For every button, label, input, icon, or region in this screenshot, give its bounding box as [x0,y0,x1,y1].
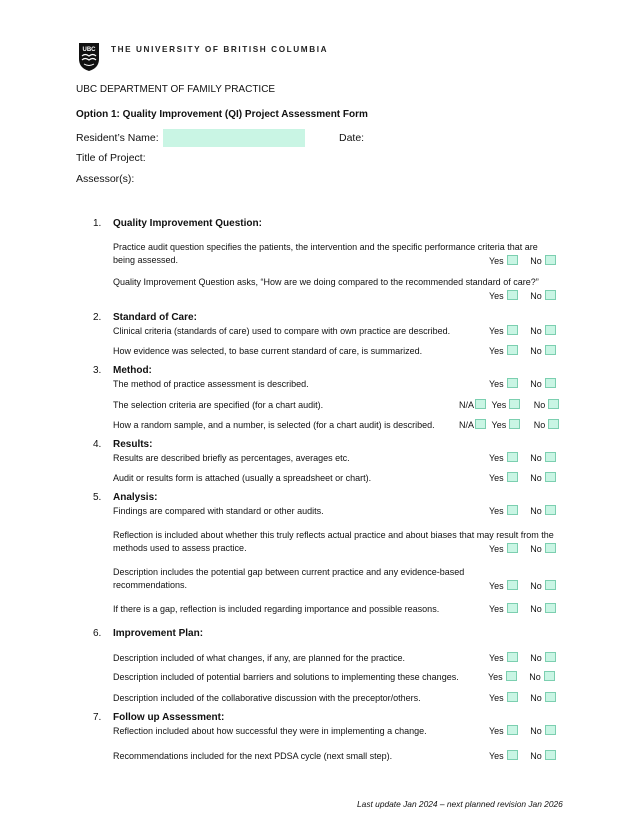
no-option[interactable] [530,725,556,736]
no-option[interactable] [530,255,556,266]
yes-checkbox[interactable] [507,652,518,662]
no-checkbox[interactable] [545,652,556,662]
section-title: Analysis: [113,492,158,503]
yes-no-group [489,725,556,736]
yes-no-group [489,452,556,463]
no-label: No [533,420,546,430]
criterion-text: Clinical criteria (standards of care) used to compare with own practice are described. [113,326,451,336]
no-label: No [533,400,546,410]
no-checkbox[interactable] [545,472,556,482]
yes-label: Yes [489,473,504,483]
yes-label: Yes [491,400,507,410]
na-option[interactable] [459,419,486,430]
criterion-text: How evidence was selected, to base current standard of care, is summarized. [113,346,423,356]
no-checkbox[interactable] [544,671,555,681]
yes-checkbox[interactable] [509,399,520,409]
yes-no-group [489,290,556,301]
yes-no-group [489,378,556,389]
criterion-text: Reflection included about how successful they were in implementing a change. [113,726,427,736]
yes-checkbox[interactable] [507,452,518,462]
no-option[interactable] [530,325,556,336]
section-number: 5. [93,492,102,503]
yes-label: Yes [491,420,507,430]
yes-checkbox[interactable] [507,345,518,355]
yes-option[interactable] [489,750,518,761]
no-option[interactable] [529,671,555,682]
yes-checkbox[interactable] [507,325,518,335]
na-yes-no-group [459,419,559,430]
no-checkbox[interactable] [545,692,556,702]
section-title: Follow up Assessment: [113,712,225,723]
section-title: Standard of Care: [113,312,197,323]
section-title: Method: [113,365,152,376]
no-label: No [530,346,542,356]
criterion-text: Description included of the collaborative discussion with the preceptor/others. [113,693,421,703]
no-option[interactable] [530,652,556,663]
yes-option[interactable] [489,725,518,736]
na-checkbox[interactable] [475,419,486,429]
yes-no-group [489,472,556,483]
na-label: N/A [459,400,475,410]
no-label: No [530,291,542,301]
na-label: N/A [459,420,475,430]
no-option[interactable] [530,580,556,591]
yes-label: Yes [489,581,504,591]
no-option[interactable] [530,378,556,389]
yes-checkbox[interactable] [507,543,518,553]
no-checkbox[interactable] [548,399,559,409]
no-label: No [529,672,541,682]
section-number: 1. [93,218,102,229]
yes-no-group [489,652,556,663]
no-checkbox[interactable] [545,290,556,300]
yes-label: Yes [489,256,504,266]
criterion-text: How a random sample, and a number, is selected (for a chart audit) is described. [113,420,435,430]
no-checkbox[interactable] [545,725,556,735]
yes-label: Yes [489,506,504,516]
criterion-text: Recommendations included for the next PDSA cycle (next small step). [113,751,393,761]
no-option[interactable] [534,419,560,430]
date-label: Date: [339,132,365,144]
criterion-text: Audit or results form is attached (usually a spreadsheet or chart). [113,473,372,483]
university-name: THE UNIVERSITY OF BRITISH COLUMBIA [111,45,329,54]
yes-label: Yes [489,326,504,336]
criterion-text: Description includes the potential gap between current practice and any evidence-based recommendations. [113,567,465,590]
department-name: UBC DEPARTMENT OF FAMILY PRACTICE [76,84,276,95]
section-title: Improvement Plan: [113,628,204,639]
criterion-text: Quality Improvement Question asks, “How are we doing compared to the recommended standard of care?” [113,277,539,287]
section-title: Quality Improvement Question: [113,218,262,229]
yes-checkbox[interactable] [507,692,518,702]
criterion-text: Practice audit question specifies the patients, the intervention and the specific performance criteria that are being assessed. [113,242,538,265]
yes-label: Yes [489,653,504,663]
no-label: No [530,604,542,614]
yes-checkbox[interactable] [506,671,517,681]
no-label: No [530,326,542,336]
yes-option[interactable] [489,505,518,516]
na-option[interactable] [459,399,486,410]
criterion-text: Reflection is included about whether this truly reflects actual practice and about biases that may result from the methods used to assess practice. [113,530,554,553]
yes-checkbox[interactable] [507,580,518,590]
no-label: No [530,581,542,591]
yes-option[interactable] [489,652,518,663]
yes-no-group [489,345,556,356]
yes-checkbox[interactable] [507,472,518,482]
criterion-text: The method of practice assessment is described. [113,379,309,389]
yes-option[interactable] [489,543,518,554]
section-number: 4. [93,439,102,450]
yes-option[interactable] [489,345,518,356]
no-option[interactable] [530,543,556,554]
project-title-label: Title of Project: [76,152,146,164]
no-label: No [530,379,542,389]
section-number: 6. [93,628,102,639]
criterion-text: Description included of what changes, if any, are planned for the practice. [113,653,406,663]
yes-label: Yes [489,291,504,301]
yes-no-group [489,692,556,703]
no-label: No [530,256,542,266]
yes-checkbox[interactable] [507,378,518,388]
yes-no-group [489,505,556,516]
no-label: No [530,653,542,663]
no-option[interactable] [534,399,560,410]
yes-option[interactable] [489,603,518,614]
no-option[interactable] [530,692,556,703]
yes-option[interactable] [489,692,518,703]
assessor-label: Assessor(s): [76,173,135,185]
yes-option[interactable] [489,290,518,301]
form-title: Option 1: Quality Improvement (QI) Project Assessment Form [76,109,368,120]
yes-no-group [489,543,556,554]
criterion-text: Description included of potential barriers and solutions to implementing these changes. [113,672,459,682]
yes-no-group [489,255,556,266]
no-checkbox[interactable] [545,580,556,590]
yes-no-group [489,325,556,336]
yes-option[interactable] [492,399,521,410]
yes-label: Yes [489,379,504,389]
yes-label: Yes [489,604,504,614]
yes-no-group [489,603,556,614]
yes-label: Yes [489,726,504,736]
yes-option[interactable] [489,255,518,266]
logo-text: UBC [82,47,96,53]
no-label: No [530,693,542,703]
yes-checkbox[interactable] [507,505,518,515]
criterion-text: If there is a gap, reflection is included regarding importance and possible reasons. [113,604,440,614]
no-label: No [530,751,542,761]
yes-no-group [488,671,555,682]
no-label: No [530,473,542,483]
no-checkbox[interactable] [548,419,559,429]
no-label: No [530,726,542,736]
no-option[interactable] [530,345,556,356]
yes-label: Yes [489,453,504,463]
no-checkbox[interactable] [545,325,556,335]
no-checkbox[interactable] [545,378,556,388]
no-checkbox[interactable] [545,452,556,462]
no-option[interactable] [530,290,556,301]
footer-revision-note: Last update Jan 2024 – next planned revision Jan 2026 [357,799,563,809]
yes-option[interactable] [489,580,518,591]
yes-checkbox[interactable] [507,725,518,735]
no-option[interactable] [530,505,556,516]
na-checkbox[interactable] [475,399,486,409]
yes-no-group [489,750,556,761]
resident-name-input[interactable] [163,129,305,147]
no-checkbox[interactable] [545,505,556,515]
yes-option[interactable] [488,671,517,682]
section-number: 7. [93,712,102,723]
no-option[interactable] [530,472,556,483]
na-yes-no-group [459,399,559,410]
ubc-crest-logo [78,42,100,72]
no-checkbox[interactable] [545,603,556,613]
no-label: No [530,544,542,554]
section-number: 2. [93,312,102,323]
no-checkbox[interactable] [545,543,556,553]
yes-label: Yes [488,672,503,682]
no-option[interactable] [530,452,556,463]
yes-option[interactable] [489,325,518,336]
no-checkbox[interactable] [545,255,556,265]
yes-option[interactable] [489,452,518,463]
section-title: Results: [113,439,153,450]
criterion-text: The selection criteria are specified (for a chart audit). [113,400,324,410]
resident-name-label: Resident’s Name: [76,132,159,144]
no-label: No [530,453,542,463]
criterion-text: Results are described briefly as percentages, averages etc. [113,453,350,463]
yes-no-group [489,580,556,591]
yes-label: Yes [489,693,504,703]
yes-option[interactable] [489,472,518,483]
no-checkbox[interactable] [545,345,556,355]
criterion-text: Findings are compared with standard or other audits. [113,506,324,516]
yes-checkbox[interactable] [507,290,518,300]
no-checkbox[interactable] [545,750,556,760]
no-option[interactable] [530,603,556,614]
yes-option[interactable] [492,419,521,430]
yes-label: Yes [489,751,504,761]
yes-checkbox[interactable] [507,750,518,760]
yes-label: Yes [489,346,504,356]
no-option[interactable] [530,750,556,761]
no-label: No [530,506,542,516]
yes-label: Yes [489,544,504,554]
yes-option[interactable] [489,378,518,389]
yes-checkbox[interactable] [509,419,520,429]
yes-checkbox[interactable] [507,603,518,613]
yes-checkbox[interactable] [507,255,518,265]
section-number: 3. [93,365,102,376]
